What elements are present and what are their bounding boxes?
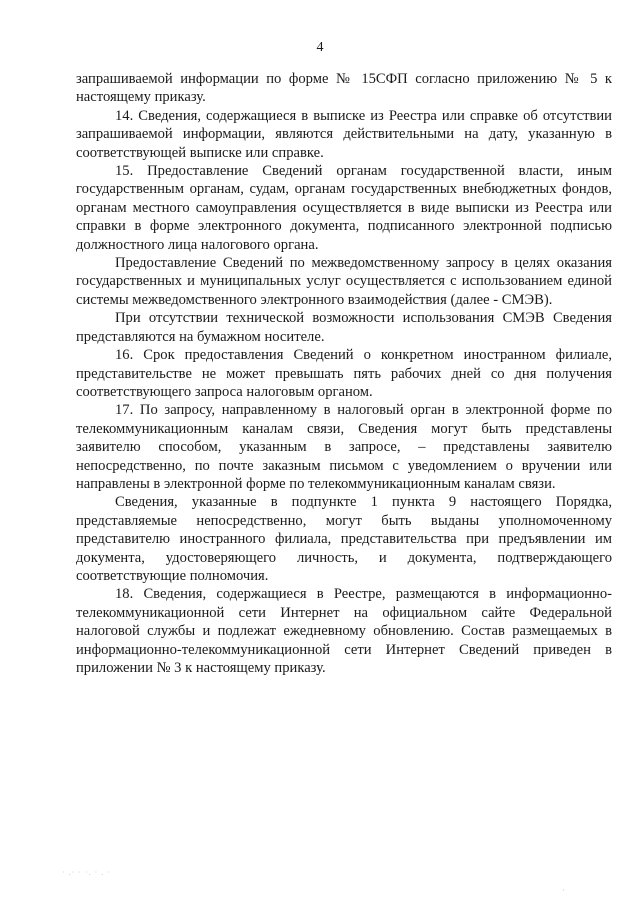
page-number: 4 [316, 40, 324, 55]
paragraph-13-continuation: запрашиваемой информации по форме № 15СФП согласно приложению № 5 к настоящему приказу. [76, 71, 612, 106]
paragraph-16: 16. Срок предоставления Сведений о конкретном иностранном филиале, представительстве не может превышать пять рабочих дней со дня получения соответствующего запроса налоговым органом. [76, 347, 612, 400]
scan-artifact-right: · [562, 886, 565, 895]
paragraph-14: 14. Сведения, содержащиеся в выписке из Реестра или справке об отсутствии запрашиваемой информации, являются действительными на дату, указанную в соответствующей выписке или справке. [76, 107, 612, 161]
paragraph-17-direct: Сведения, указанные в подпункте 1 пункта 9 настоящего Порядка, представляемые непосредственно, могут быть выданы уполномоченному представителю иностранного филиала, представительства при предъявлении им документа, удостоверяющего личность, и документа, подтверждающего соответствующие полномочия. [76, 494, 612, 584]
paragraph-15: 15. Предоставление Сведений органам государственной власти, иным государственным органам, судам, органам государственных внебюджетных фондов, органам местного самоуправления осуществляется в виде выписки из Реестра или справки в форме электронного документа, подписанного электронной подписью должностного лица налогового органа. [76, 163, 612, 253]
paragraph-15-paper: При отсутствии технической возможности использования СМЭВ Сведения представляются на бумажном носителе. [76, 310, 612, 345]
paragraph-18: 18. Сведения, содержащиеся в Реестре, размещаются в информационно-телекоммуникационной сети Интернет на официальном сайте Федеральной налоговой службы и подлежат ежедневному обновлению. Состав размещаемых в информационно-телекоммуникационной сети Интернет Сведений приведен в приложении № 3 к настоящему приказу. [76, 586, 612, 676]
paragraph-15-smev: Предоставление Сведений по межведомственному запросу в целях оказания государственных и муниципальных услуг осуществляется с использованием единой системы межведомственного электронного взаимодействия (далее - СМЭВ). [76, 255, 612, 308]
scan-artifact: · .· · ·. · . · [62, 868, 111, 877]
paragraph-17: 17. По запросу, направленному в налоговый орган в электронной форме по телекоммуникационным каналам связи, Сведения могут быть представлены заявителю способом, указанным в запросе, – представлены заявителю непосредственно, по почте заказным письмом с уведомлением о вручении или направлены в электронной форме по телекоммуникационным каналам связи. [76, 402, 612, 492]
document-body [76, 70, 612, 677]
